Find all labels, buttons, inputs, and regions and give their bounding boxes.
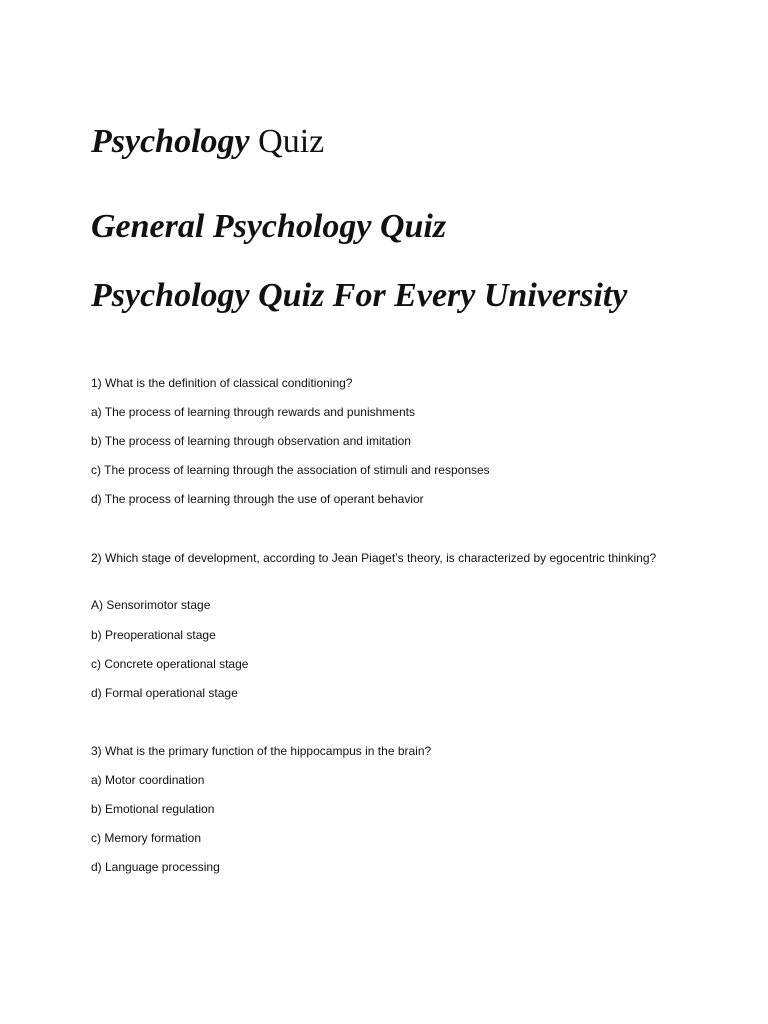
option-2b: b) Preoperational stage — [91, 628, 216, 642]
university-quiz-heading: Psychology Quiz For Every University — [91, 277, 628, 314]
question-text-2: 2) Which stage of development, according to Jean Piaget’s theory, is characterized by egocentric thinking? — [91, 551, 657, 565]
general-quiz-heading: General Psychology Quiz — [91, 208, 447, 245]
option-1c: c) The process of learning through the association of stimuli and responses — [91, 463, 490, 477]
option-1a: a) The process of learning through rewards and punishments — [91, 405, 415, 419]
question-text-3: 3) What is the primary function of the hippocampus in the brain? — [91, 744, 432, 758]
quiz-title-plain: Quiz — [249, 123, 325, 160]
option-3b: b) Emotional regulation — [91, 802, 215, 816]
quiz-title — [91, 122, 324, 162]
option-3d: d) Language processing — [91, 860, 220, 874]
quiz-title-italic: Psychology — [91, 123, 250, 160]
option-2c: c) Concrete operational stage — [91, 657, 249, 671]
question-text-1: 1) What is the definition of classical conditioning? — [91, 376, 353, 390]
option-3a: a) Motor coordination — [91, 773, 205, 787]
option-1b: b) The process of learning through observation and imitation — [91, 434, 411, 448]
option-3c: c) Memory formation — [91, 831, 202, 845]
option-1d: d) The process of learning through the use of operant behavior — [91, 492, 424, 506]
option-2d: d) Formal operational stage — [91, 686, 238, 700]
option-2a: A) Sensorimotor stage — [91, 598, 211, 612]
